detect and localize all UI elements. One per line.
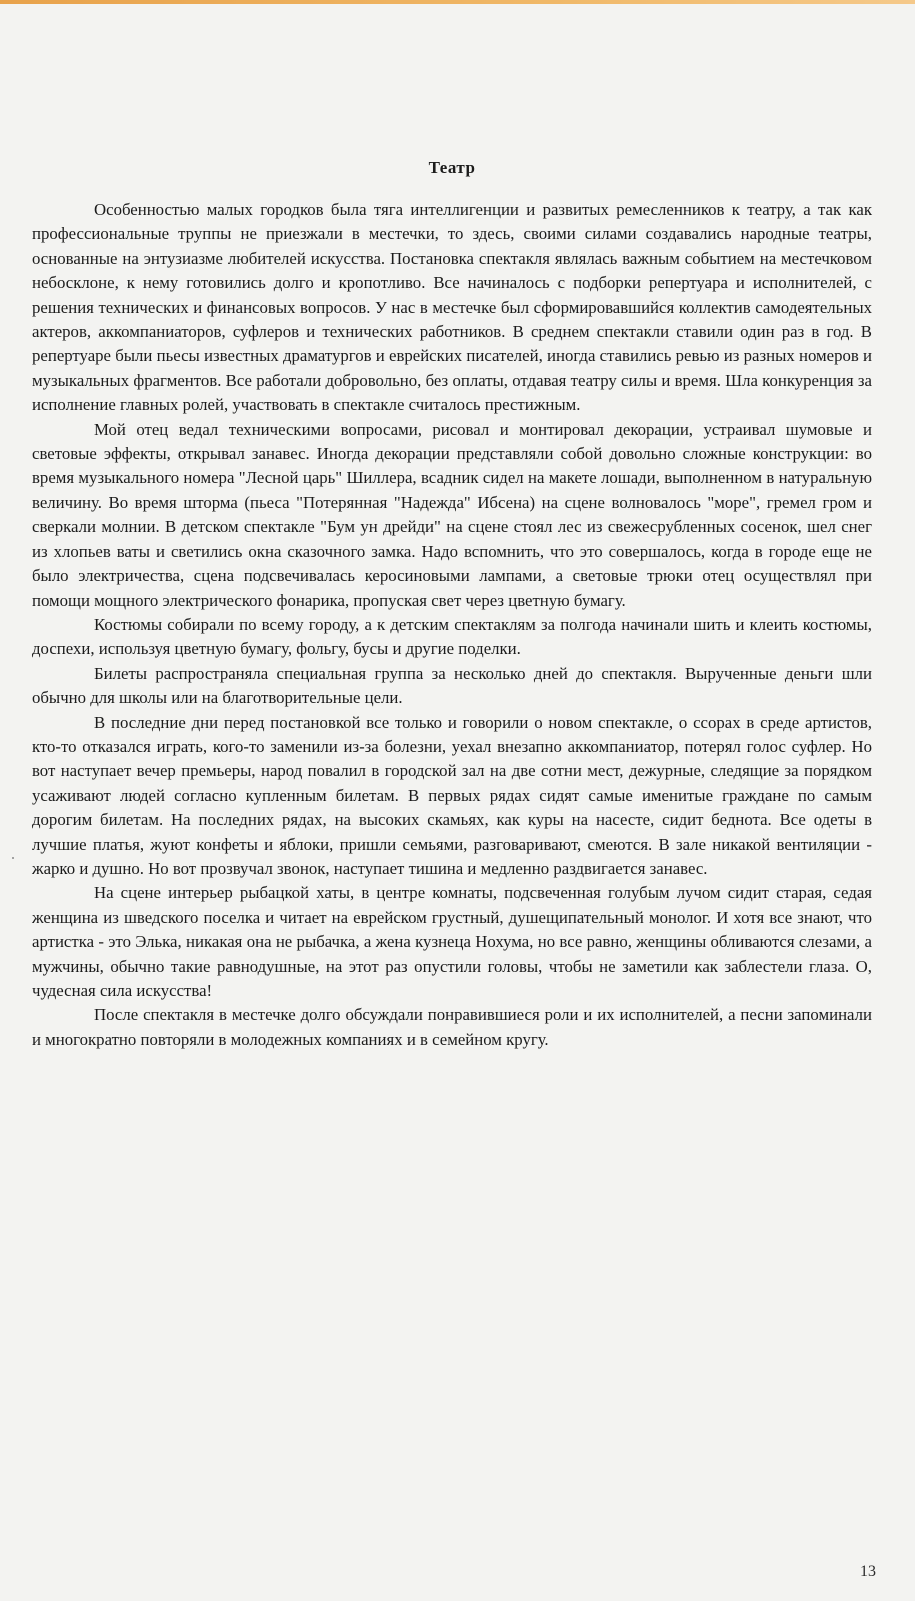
page-number: 13 [860, 1563, 876, 1580]
paragraph: Мой отец ведал техническими вопросами, рисовал и монтировал декорации, устраивал шумовые и световые эффекты, открывал занавес. Иногда декорации представляли собой довольно сложные конструкции: во время музыкального номера "Лесной царь" Шиллера, всадник сидел на макете лошади, выполненном в натуральную величину. Во время шторма (пьеса "Потерянная "Надежда" Ибсена) на сцене волновалось "море", гремел гром и сверкали молнии. В детском спектакле "Бум ун дрейди" на сцене стоял лес из свежесрубленных сосенок, шел снег из хлопьев ваты и светились окна сказочного замка. Надо вспомнить, что это совершалось, когда в городе еще не было электричества, сцена подсвечивалась керосиновыми лампами, а световые трюки отец осуществлял при помощи мощного электрического фонарика, пропуская свет через цветную бумагу. [32, 419, 872, 610]
paragraph: Билеты распространяла специальная группа за несколько дней до спектакля. Вырученные деньги шли обычно для школы или на благотворительные цели. [32, 663, 872, 708]
document-title: Театр [428, 158, 476, 177]
paragraph: В последние дни перед постановкой все только и говорили о новом спектакле, о ссорах в среде артистов, кто-то отказался играть, кого-то заменили из-за болезни, уехал внезапно аккомпаниатор, потерял голос суфлер. Но вот наступает вечер премьеры, народ повалил в городской зал на две сотни мест, дежурные, следящие за порядком усаживают людей согласно купленным билетам. В первых рядах сидят самые именитые граждане по самым дорогим билетам. На последних рядах, на высоких скамьях, как куры на насесте, сидит беднота. Все одеты в лучшие платья, жуют конфеты и яблоки, пришли семьями, разговаривают, смеются. В зале никакой вентиляции - жарко и душно. Но вот прозвучал звонок, наступает тишина и медленно раздвигается занавес. [32, 712, 872, 878]
paragraph: Особенностью малых городков была тяга интеллигенции и развитых ремесленников к театру, а так как профессиональные труппы не приезжали в местечки, то здесь, своими силами создавались народные театры, основанные на энтузиазме любителей искусства. Постановка спектакля являлась важным событием на местечковом небосклоне, к нему готовились долго и кропотливо. Все начиналось с подборки репертуара и исполнителей, с решения технических и финансовых вопросов. У нас в местечке был сформировавшийся коллектив самодеятельных актеров, аккомпаниаторов, суфлеров и технических работников. В среднем спектакли ставили один раз в год. В репертуаре были пьесы известных драматургов и еврейских писателей, иногда ставились ревью из разных номеров и музыкальных фрагментов. Все работали добровольно, без оплаты, отдавая театру силы и время. Шла конкуренция за исполнение главных ролей, участвовать в спектакле считалось престижным. [32, 200, 872, 415]
paragraph: На сцене интерьер рыбацкой хаты, в центре комнаты, подсвеченная голубым лучом сидит старая, седая женщина из шведского поселка и читает на еврейском грустный, душещипательный монолог. И хотя все знают, что артистка - это Элька, никакая она не рыбачка, а жена кузнеца Нохума, но все равно, женщины обливаются слезами, а мужчины, обычно такие равнодушные, на этот раз опустили головы, чтобы не заметили как заблестели глаза. О, чудесная сила искусства! [32, 883, 872, 1000]
paragraph: Костюмы собирали по всему городу, а к детским спектаклям за полгода начинали шить и клеить костюмы, доспехи, используя цветную бумагу, фольгу, бусы и другие поделки. [32, 614, 872, 659]
page-top-edge [0, 0, 915, 4]
document-page [32, 158, 872, 1052]
scan-speck [12, 857, 14, 859]
paragraph: После спектакля в местечке долго обсуждали понравившиеся роли и их исполнителей, а песни запоминали и многократно повторяли в молодежных компаниях и в семейном кругу. [32, 1005, 872, 1049]
